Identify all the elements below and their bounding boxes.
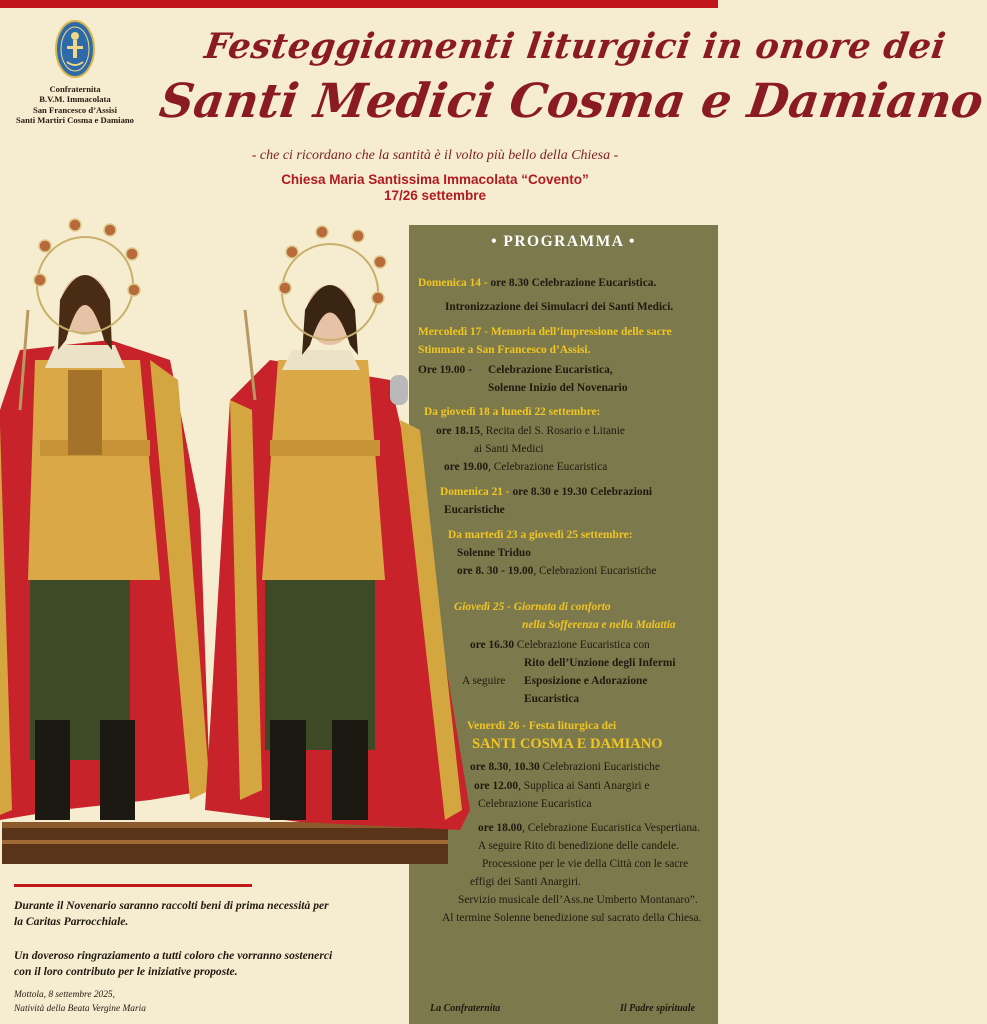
programme-time: ore 18.15 xyxy=(436,425,481,437)
programme-line xyxy=(418,343,590,357)
novenario-note-line: Durante il Novenario saranno raccolti beni di prima necessità per xyxy=(14,899,329,912)
confraternity-line: Confraternita xyxy=(49,84,101,94)
saints-statues-image xyxy=(0,210,480,870)
programme-text: Celebrazioni Eucaristiche xyxy=(539,761,660,773)
confraternity-line: B.V.M. Immacolata xyxy=(39,94,111,105)
programme-text: ore 8.30 Celebrazione Eucaristica. xyxy=(487,277,657,289)
programme-heading: • PROGRAMMA • xyxy=(491,233,636,250)
programme-text: , Recita del S. Rosario e Litanie xyxy=(480,425,625,437)
programme-text: Esposizione e Adorazione xyxy=(524,675,648,687)
programme-time: ore 19.00 xyxy=(444,461,489,473)
church-info xyxy=(150,172,720,204)
programme-date: Venerdì 26 - Festa liturgica dei xyxy=(467,720,617,732)
programme-line xyxy=(474,779,649,793)
programme-text: Processione per le vie della Città con le sacre xyxy=(482,858,689,870)
programme-text: ore 8.30 e 19.30 Celebrazioni xyxy=(509,486,653,498)
programme-time: ore 16.30 xyxy=(470,639,515,651)
programme-line xyxy=(478,821,700,835)
confraternity-line: San Francesco d’Assisi xyxy=(32,104,118,115)
programme-line xyxy=(440,485,652,499)
programme-line xyxy=(418,325,672,339)
programme-date: Domenica 14 - xyxy=(418,277,488,289)
programme-line xyxy=(478,797,592,811)
programme-text: Servizio musicale dell’Ass.ne Umberto Montanaro”. xyxy=(458,894,698,906)
programme-text: Celebrazione Eucaristica con xyxy=(514,639,650,651)
programme-text: , Celebrazioni Eucaristiche xyxy=(533,565,657,577)
top-red-bar xyxy=(0,0,718,8)
feast-dates: 17/26 settembre xyxy=(383,188,487,203)
programme-line: Intronizzazione dei Simulacri dei Santi Medici. xyxy=(445,301,674,313)
programme-line xyxy=(470,760,660,774)
programme-text: , Supplica ai Santi Anargiri e xyxy=(518,780,650,792)
confraternity-name xyxy=(6,84,144,126)
programme-line xyxy=(474,442,544,456)
programme-time: ore 8. 30 - 19.00 xyxy=(457,565,534,577)
title-line-2: Santi Medici Cosma e Damiano xyxy=(156,74,987,129)
programme-feast-title: SANTI COSMA E DAMIANO xyxy=(472,736,663,752)
programme-line: Eucaristica xyxy=(524,693,580,705)
signature-spiritual-father: Il Padre spirituale xyxy=(620,1003,696,1014)
church-name: Chiesa Maria Santissima Immacolata “Covento” xyxy=(281,172,589,187)
programme-line: Solenne Triduo xyxy=(457,547,531,559)
programme-line xyxy=(458,893,698,907)
programme-time: Ore 19.00 - xyxy=(418,364,472,376)
programme-date: Da martedì 23 a giovedì 25 settembre: xyxy=(448,529,633,541)
programme-line xyxy=(454,600,611,614)
programme-line xyxy=(462,674,648,688)
programme-line xyxy=(442,911,701,925)
programme-text: A seguire xyxy=(462,675,506,687)
programme-text: A seguire Rito di benedizione delle candele. xyxy=(478,840,679,852)
programme-line xyxy=(470,638,650,652)
programme-text: nella Sofferenza e nella Malattia xyxy=(522,619,676,631)
programme-text: Celebrazione Eucaristica xyxy=(478,798,592,810)
programme-line: Rito dell’Unzione degli Infermi xyxy=(524,657,676,669)
programme-line xyxy=(418,276,656,290)
programme-date: Da giovedì 18 a lunedì 22 settembre: xyxy=(424,406,601,418)
programme-line xyxy=(424,405,600,419)
thanks-note-line: con il loro contributo per le iniziative proposte. xyxy=(14,965,238,978)
programme-line: Solenne Inizio del Novenario xyxy=(488,382,628,394)
programme-time: ore 12.00 xyxy=(474,780,519,792)
novenario-note-line: la Caritas Parrocchiale. xyxy=(14,915,129,928)
programme-line xyxy=(478,839,679,853)
programme-date: Domenica 21 - xyxy=(440,486,510,498)
programme-time: ore 18.00 xyxy=(478,822,523,834)
programme-date: Mercoledì 17 - Memoria dell’impressione delle sacre xyxy=(418,326,672,338)
programme-line xyxy=(470,875,581,889)
programme-date: Giovedì 25 - Giornata di conforto xyxy=(454,601,611,613)
programme-text: Celebrazione Eucaristica, xyxy=(488,364,613,376)
programme-line xyxy=(457,564,656,578)
programme-line xyxy=(444,460,607,474)
programme-line: Eucaristiche xyxy=(444,504,505,516)
programme-line xyxy=(448,528,633,542)
programme-text: Al termine Solenne benedizione sul sacrato della Chiesa. xyxy=(442,912,702,924)
programme-text: , xyxy=(508,761,515,773)
programme-line xyxy=(482,857,688,871)
subtitle: - che ci ricordano che la santità è il volto più bello della Chiesa - xyxy=(251,148,619,163)
confraternity-line: Santi Martiri Cosma e Damiano xyxy=(16,115,134,126)
programme-text: , Celebrazione Eucaristica Vespertiana. xyxy=(522,822,700,834)
confraternity-crest-icon xyxy=(55,20,95,78)
programme-text: Stimmate a San Francesco d’Assisi. xyxy=(418,344,591,356)
feast-day: Natività della Beata Vergine Maria xyxy=(14,1004,146,1014)
title-line-1: Festeggiamenti liturgici in onore dei xyxy=(202,26,949,67)
thanks-note-line: Un doveroso ringraziamento a tutti coloro che vorranno sostenerci xyxy=(14,949,333,962)
programme-line xyxy=(436,424,625,438)
signature-confraternity: La Confraternita xyxy=(430,1003,501,1014)
place-date: Mottola, 8 settembre 2025, xyxy=(14,990,115,1000)
programme-text: ai Santi Medici xyxy=(474,443,544,455)
programme-text: , Celebrazione Eucaristica xyxy=(488,461,608,473)
programme-time: 10.30 xyxy=(514,761,540,773)
programme-line xyxy=(522,618,676,632)
programme-line xyxy=(418,363,613,377)
programme-text: effigi dei Santi Anargiri. xyxy=(470,876,581,888)
programme-line xyxy=(467,719,616,733)
footer-divider xyxy=(14,884,252,887)
programme-time: ore 8.30 xyxy=(470,761,509,773)
